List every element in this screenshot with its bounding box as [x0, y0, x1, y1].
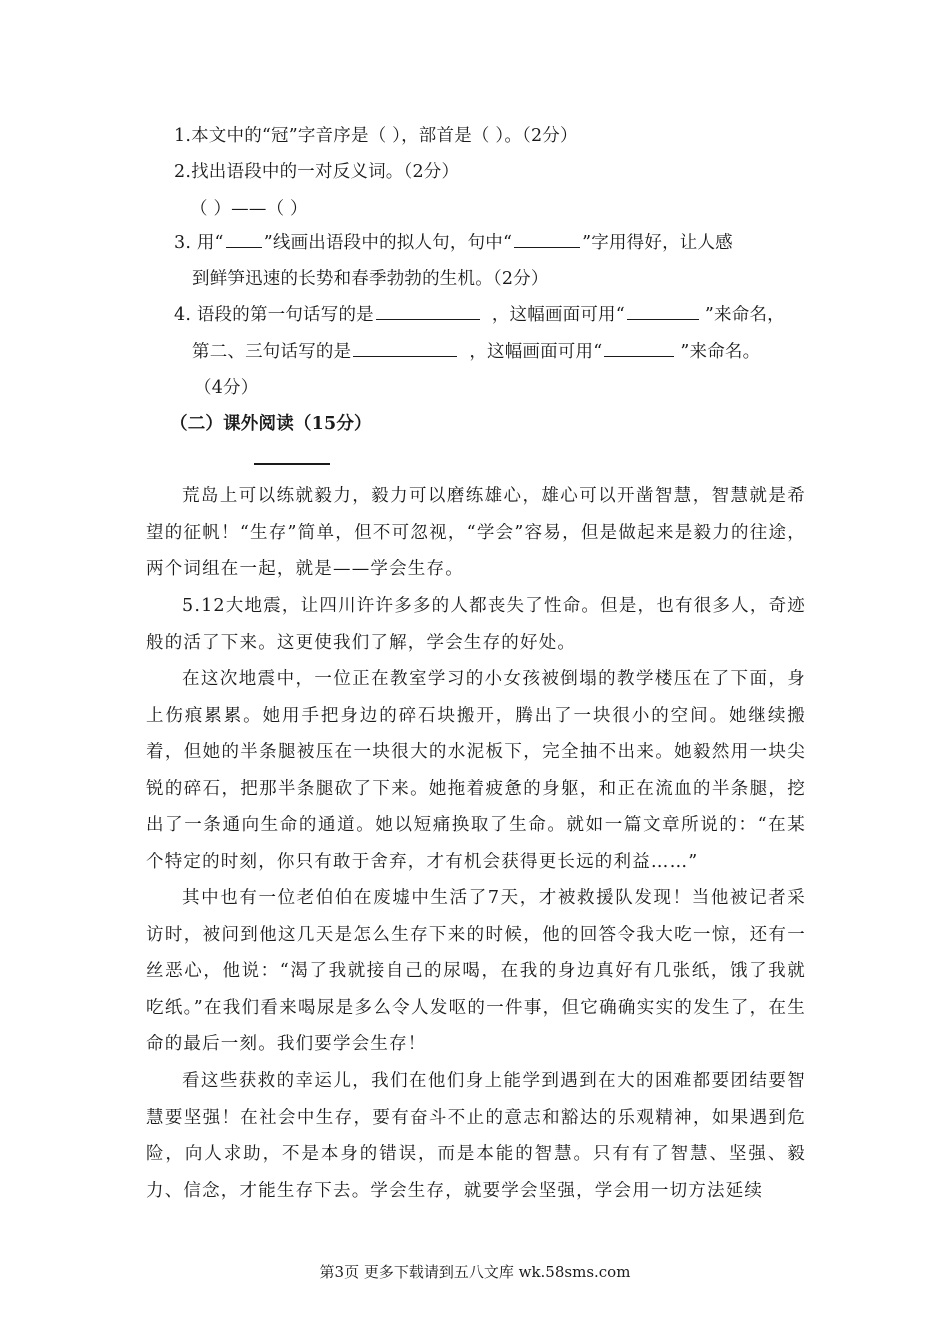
question-4-blank-4 [604, 340, 674, 357]
question-1: 1.本文中的“冠”字音序是（ ），部首是（ ）。（2分） [174, 126, 578, 146]
question-2-answer-blanks: （ ）——（ ） [190, 199, 308, 219]
question-4 [174, 303, 785, 327]
passage-paragraph-4: 其中也有一位老伯伯在废墟中生活了7天，才被救援队发现！当他被记者采访时，被问到他这几天是怎么生存下来的时候，他的回答令我大吃一惊，还有一丝恶心，他说：“渴了我就接自己的尿喝，在我的身边真好有几张纸，饿了我就吃纸。”在我们看来喝尿是多么令人发呕的一件事，但它确确实实的发生了，在生命的最后一刻。我们要学会生存！ [146, 888, 806, 1055]
question-4-line-2-text-c: ”来命名。 [680, 342, 761, 362]
question-3-text-b: ”线画出语段中的拟人句，句中“ [263, 233, 513, 253]
question-3-line-2: 到鲜笋迅速的长势和春季勃勃的生机。（2分） [192, 269, 549, 289]
passage-title-blank [254, 463, 330, 465]
section-heading: （二）课外阅读（15分） [170, 414, 372, 434]
passage-paragraph-2: 5.12大地震，让四川许许多多的人都丧失了性命。但是，也有很多人，奇迹般的活了下来。这更使我们了解，学会生存的好处。 [146, 596, 806, 653]
passage-paragraph-5: 看这些获救的幸运儿，我们在他们身上能学到遇到在大的困难都要团结要智慧要坚强！在社会中生存，要有奋斗不止的意志和豁达的乐观精神，如果遇到危险，向人求助，不是本身的错误，而是本能的智慧。只有有了智慧、坚强、毅力、信念，才能生存下去。学会生存，就要学会坚强，学会用一切方法延续 [146, 1071, 806, 1201]
question-4-line-2-text-b: ，这幅画面可用“ [469, 342, 603, 362]
question-4-blank-3 [353, 340, 457, 357]
question-3-text-a: 3. 用“ [174, 233, 224, 253]
question-4-blank-2 [627, 303, 699, 320]
question-3-blank-2 [514, 231, 580, 248]
question-3-blank-1 [226, 231, 262, 248]
question-4-text-a: 4. 语段的第一句话写的是 [174, 305, 374, 325]
passage-paragraph-1: 荒岛上可以练就毅力，毅力可以磨练雄心，雄心可以开凿智慧，智慧就是希望的征帆！“生存”简单，但不可忽视，“学会”容易，但是做起来是毅力的往途，两个词组在一起，就是——学会生存。 [146, 486, 806, 580]
question-4-line-2 [192, 340, 760, 364]
question-4-text-b: ，这幅画面可用“ [491, 305, 625, 325]
question-3 [174, 231, 733, 255]
passage-paragraph-3: 在这次地震中，一位正在教室学习的小女孩被倒塌的教学楼压在了下面，身上伤痕累累。她用手把身边的碎石块搬开，腾出了一块很小的空间。她继续搬着，但她的半条腿被压在一块很大的水泥板下，完全抽不出来。她毅然用一块尖锐的碎石，把那半条腿砍了下来。她拖着疲惫的身躯，和正在流血的半条腿，挖出了一条通向生命的通道。她以短痛换取了生命。就如一篇文章所说的：“在某个特定的时刻，你只有敢于舍弃，才有机会获得更长远的利益……” [146, 669, 806, 872]
question-4-line-2-text-a: 第二、三句话写的是 [192, 342, 352, 362]
question-4-text-c: ”来命名， [704, 305, 785, 325]
question-4-score: （4分） [194, 378, 259, 398]
question-3-text-c: ”字用得好，让人感 [582, 233, 733, 253]
question-2: 2.找出语段中的一对反义词。（2分） [174, 162, 460, 182]
page-footer: 第3页 更多下载请到五八文库 wk.58sms.com [319, 1263, 631, 1281]
question-4-blank-1 [376, 303, 480, 320]
